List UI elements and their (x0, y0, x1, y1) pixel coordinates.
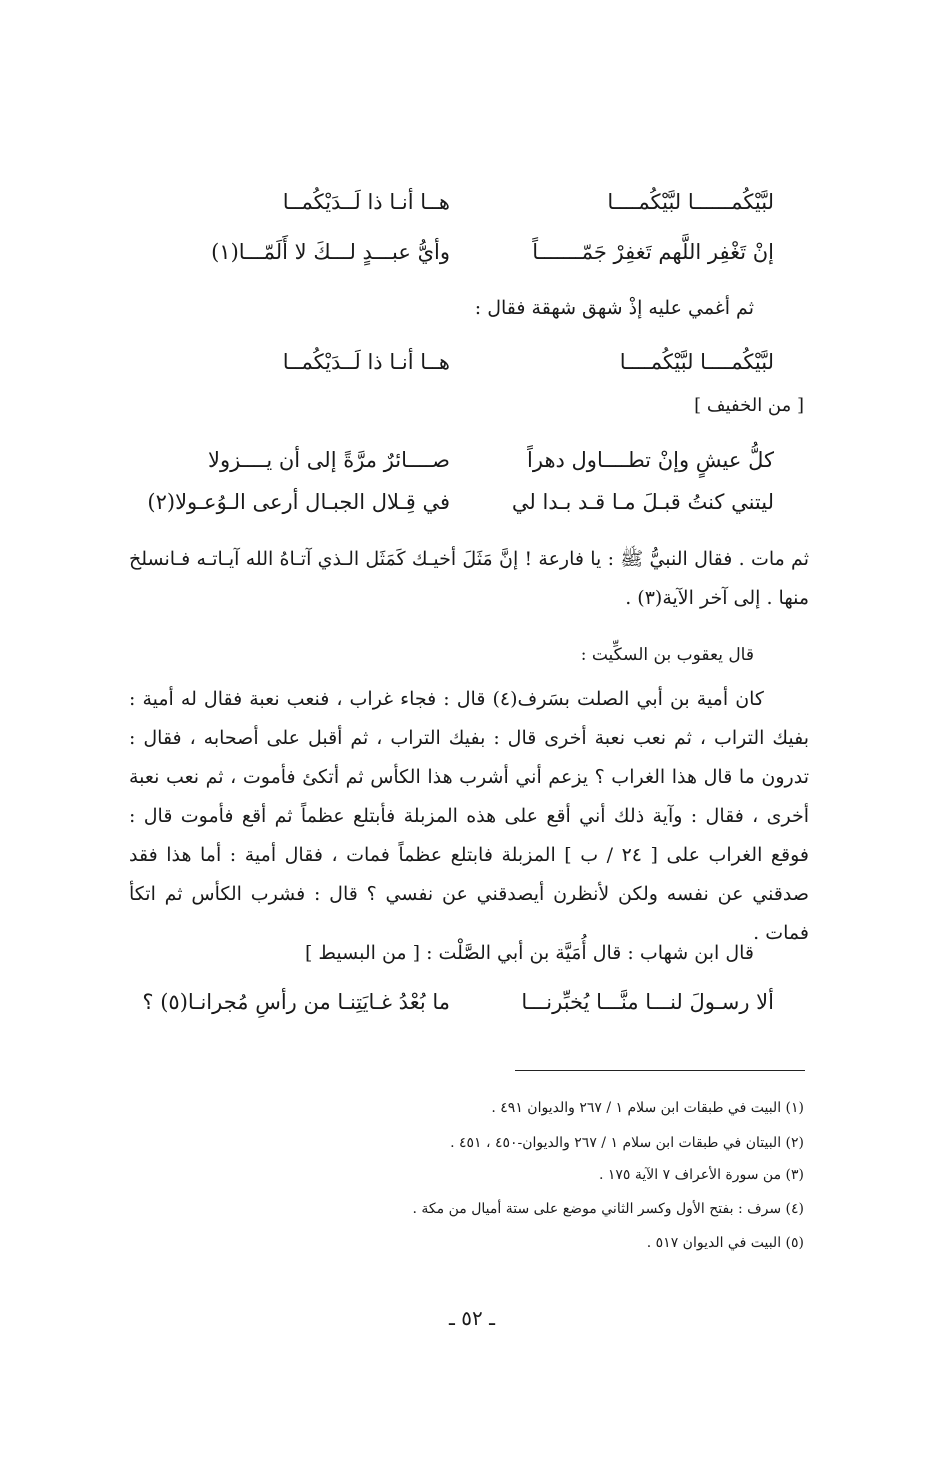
footnote-separator (515, 1070, 805, 1071)
verse-line (130, 490, 814, 530)
verse-line (130, 240, 814, 280)
verse-first-hemistich: كلُّ عيشٍ وإنْ تطــــاول دهراً (527, 448, 774, 472)
verse-second-hemistich: صــــائرٌ مرَّةً إلى أن يــــزولا (208, 448, 450, 472)
footnote: (٤) سرف : بفتح الأول وكسر الثاني موضع على ستة أميال من مكة . (412, 1201, 804, 1217)
verse-line (130, 990, 814, 1030)
verse-second-hemistich: هــا أنـا ذا لَــدَيْكُمــا (282, 190, 450, 214)
verse-second-hemistich: هــا أنـا ذا لَــدَيْكُمــا (282, 350, 450, 374)
verse-first-hemistich: لبَّيْكُمــــــا لبَّيْكُمــــا (607, 190, 774, 214)
footnote: (٢) البيتان في طبقات ابن سلام ١ / ٢٦٧ والديوان-٤٥٠ ، ٤٥١ . (450, 1135, 804, 1151)
footnote: (١) البيت في طبقات ابن سلام ١ / ٢٦٧ والديوان ٤٩١ . (491, 1100, 804, 1116)
verse-first-hemistich: إنْ تَغْفِر اللَّهم تَغفِرْ جَمّـــــــاً (532, 240, 774, 264)
narration-line: ثم أغمي عليه إذْ شهق شهقة فقال : (474, 297, 754, 319)
narration-line: قال ابن شهاب : قال أُمَيَّة بن أبي الصَّلْت : [ من البسيط ] (304, 942, 754, 964)
footnote: (٣) من سورة الأعراف ٧ الآية ١٧٥ . (598, 1167, 804, 1183)
narrator-heading: قال يعقوب بن السكِّيت : (580, 645, 754, 665)
verse-first-hemistich: ليتني كنتُ قبـلَ مـا قـد بـدا لي (511, 490, 774, 514)
verse-line (130, 448, 814, 488)
page-number: ـ ٥٢ ـ (449, 1306, 495, 1330)
paragraph: ثم مات . فقال النبيُّ ﷺ : يا فارعة ! إنَّ مَثَلَ أخيـك كَمَثَل الـذي آتـاهُ الله آيـاتـه فـانسلخ منها . إلى آخر الآية(٣) . (129, 548, 809, 609)
verse-second-hemistich: ما بُعْدُ غـايَتِنـا من رأسِ مُجرانـا(٥) ؟ (142, 990, 450, 1014)
verse-second-hemistich: وأيُّ عبـــدٍ لـــكَ لا أَلَمّـــا(١) (211, 240, 450, 264)
verse-second-hemistich: في قِـلال الجبـال أرعى الـوُعـولا(٢) (147, 490, 450, 514)
meter-label: [ من الخفيف ] (694, 395, 804, 416)
footnote: (٥) البيت في الديوان ٥١٧ . (646, 1235, 804, 1251)
verse-first-hemistich: ألا رسـولَ لنـــا منَّـــا يُخبِّرنـــا (521, 990, 774, 1014)
verse-first-hemistich: لبَّيْكُمــــا لبَّيْكُمــــا (619, 350, 774, 374)
verse-line (130, 190, 814, 230)
paragraph: كان أمية بن أبي الصلت بسَرف(٤) قال : فجاء غراب ، فنعب نعبة فقال له أمية : بفيك التراب ، ثم نعب نعبة أخرى قال : بفيك التراب ، ثم أقبل على أصحابه ، فقال : تدرون ما قال هذا الغراب ؟ يزعم أني أشرب هذا الكأس ثم أتكئ فأموت ، ثم نعب نعبة أخرى ، فقال : وآية ذلك أني أقع على هذه المزبلة فأبتلع عظماً ثم أقع فأموت قال : فوقع الغراب على [ ٢٤ / ب ] المزبلة فابتلع عظماً فمات ، فقال أمية : أما هذا فقد صدقني عن نفسه ولكن لأنظرن أيصدقني عن نفسي ؟ قال : فشرب الكأس ثم اتكأ فمات . (129, 688, 810, 944)
verse-line (130, 350, 814, 390)
